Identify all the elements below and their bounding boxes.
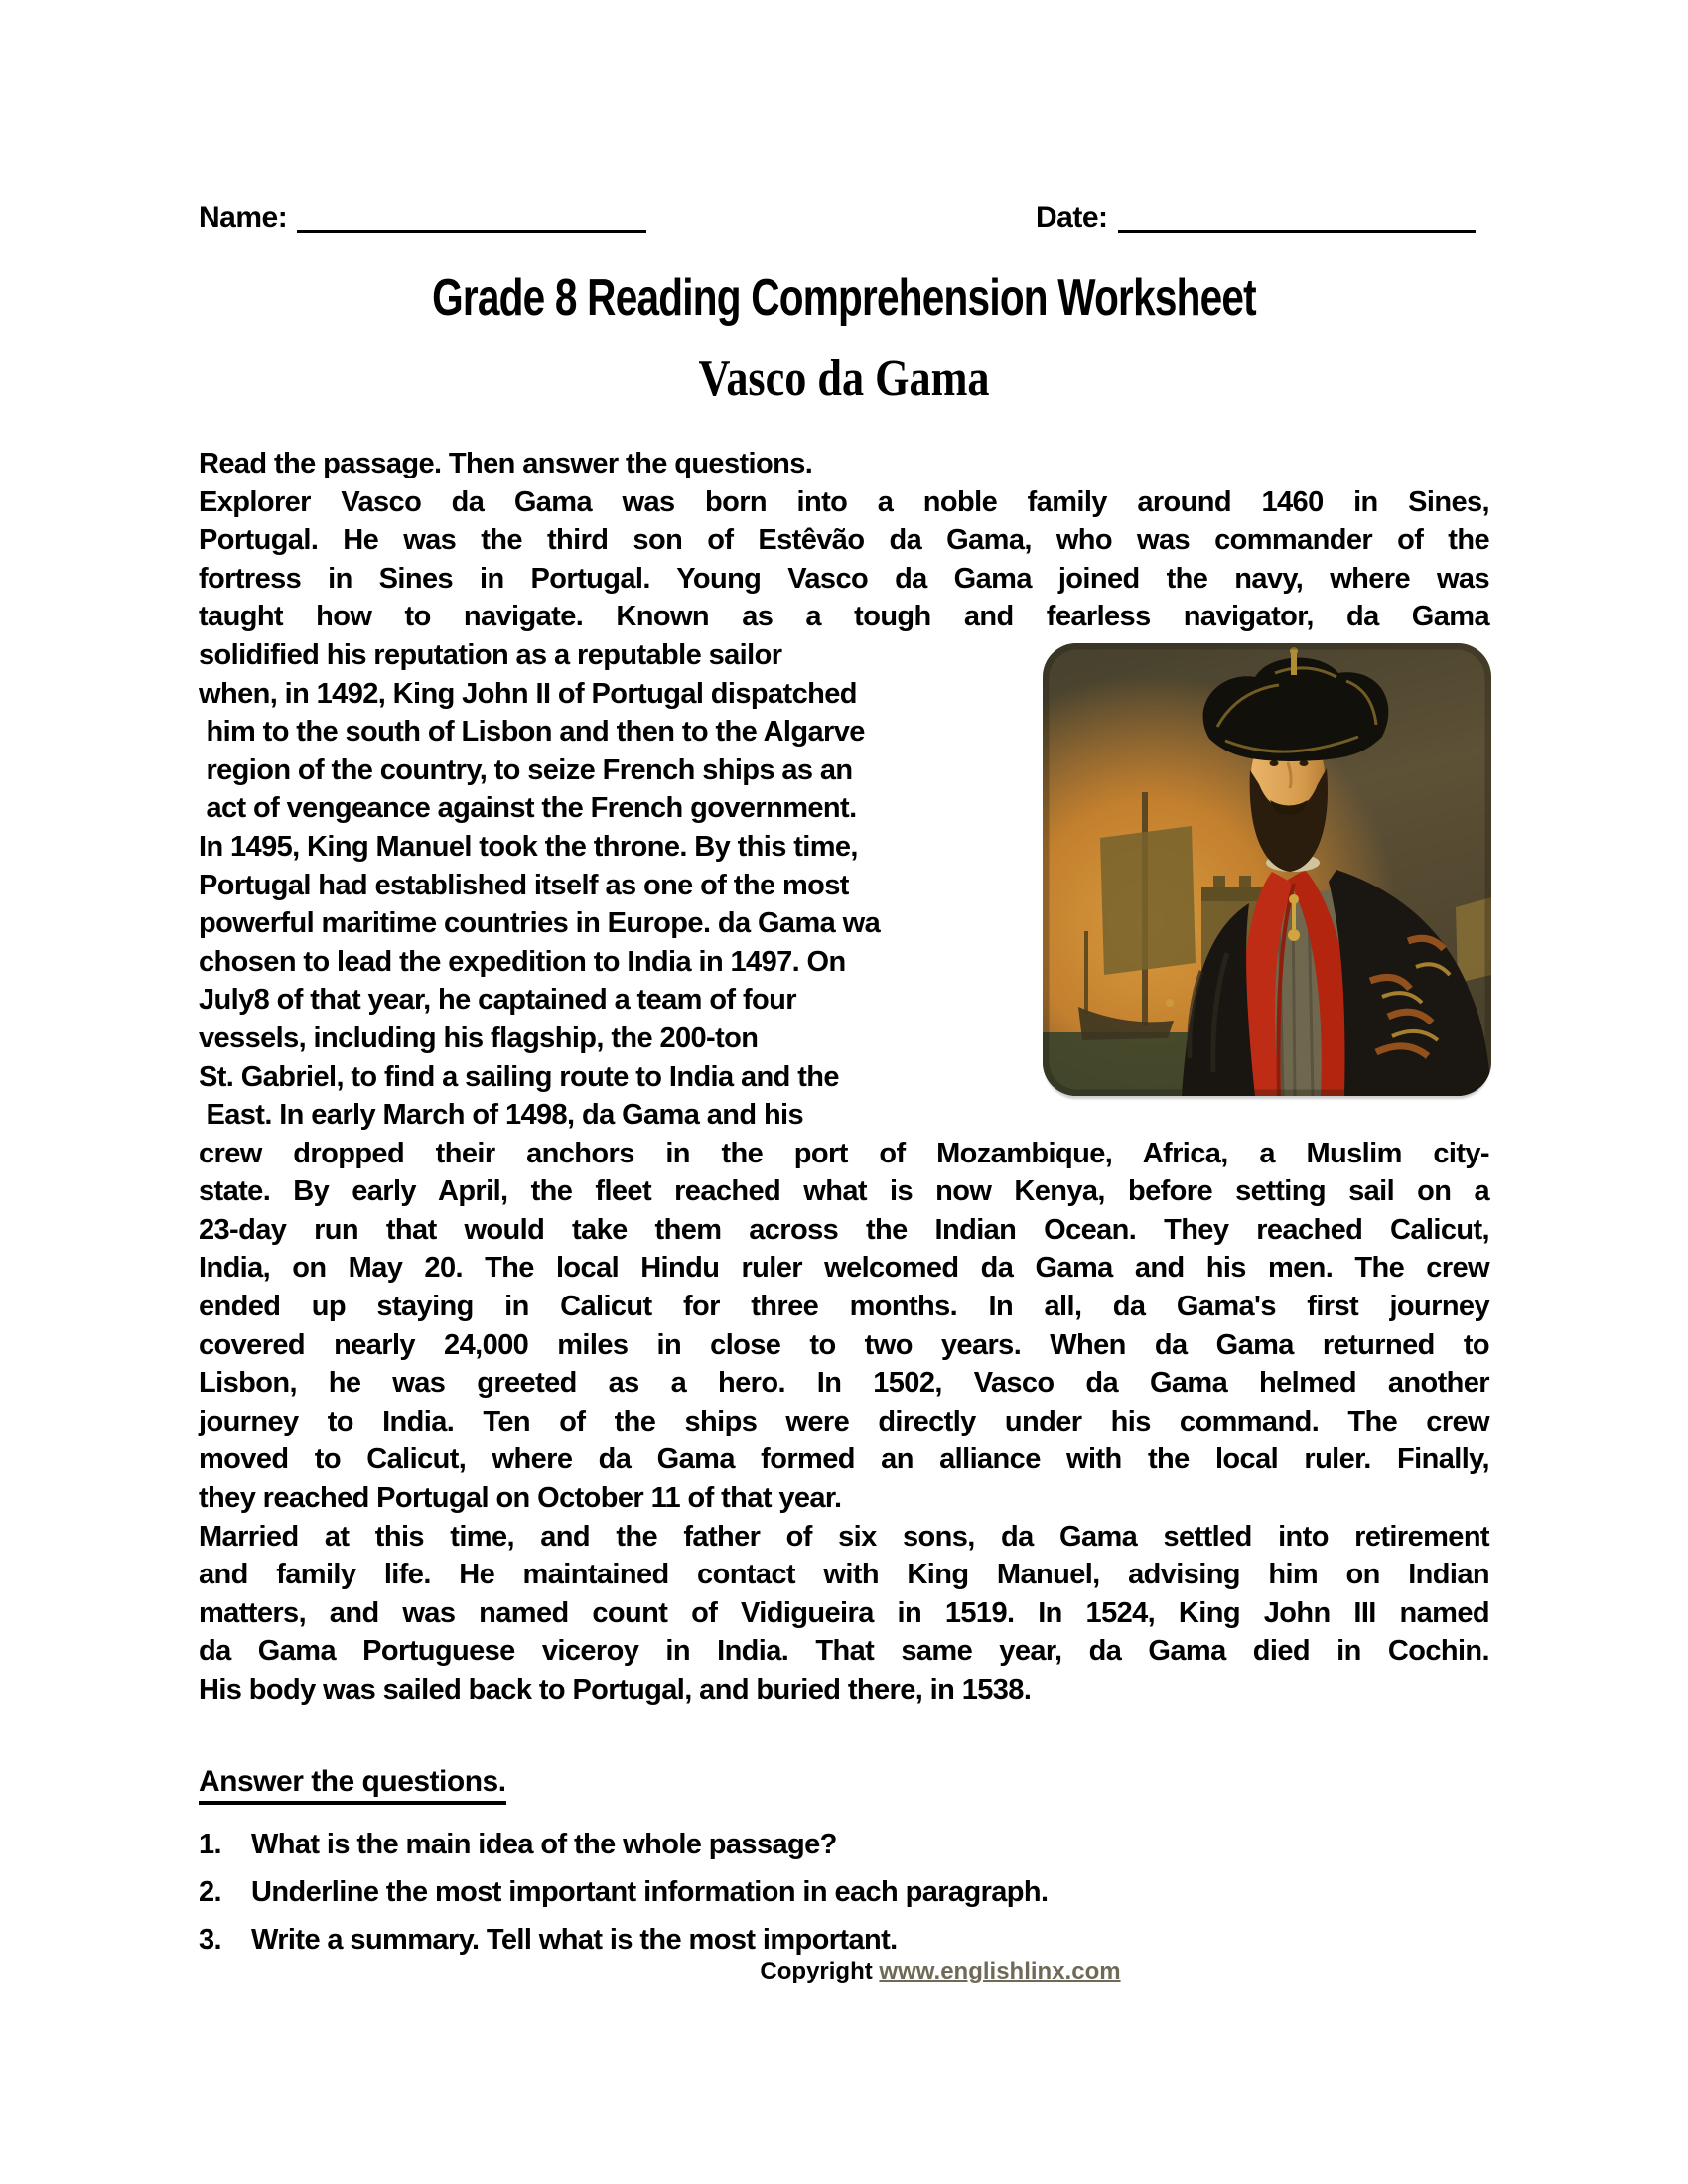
question-text: Write a summary. Tell what is the most important. — [251, 1924, 898, 1956]
passage-line: powerful maritime countries in Europe. da Gama wa — [199, 907, 881, 940]
passage-line: matters, and was named count of Vidigueira in 1519. In 1524, King John III named — [199, 1596, 1489, 1629]
copyright-label: Copyright — [760, 1958, 873, 1984]
passage-line: region of the country, to seize French ships as an — [199, 753, 853, 786]
passage-line: Portugal had established itself as one of the most — [199, 869, 849, 901]
passage-line: moved to Calicut, where da Gama formed an alliance with the local ruler. Finally, — [199, 1443, 1489, 1476]
copyright-link[interactable]: www.englishlinx.com — [879, 1958, 1121, 1984]
answer-questions-heading — [199, 1765, 506, 1799]
passage-line: taught how to navigate. Known as a tough and fearless navigator, da Gama — [199, 601, 1489, 633]
date-row — [1036, 201, 1476, 235]
passage-line: East. In early March of 1498, da Gama and his — [199, 1099, 804, 1132]
passage-line: India, on May 20. The local Hindu ruler welcomed da Gama and his men. The crew — [199, 1252, 1489, 1285]
passage-line: state. By early April, the fleet reached what is now Kenya, before setting sail on a — [199, 1175, 1489, 1208]
question-item — [199, 1872, 1489, 1920]
passage-line: In 1495, King Manuel took the throne. By this time, — [199, 830, 858, 863]
date-blank-line — [1118, 201, 1476, 233]
question-number: 3. — [199, 1924, 221, 1956]
page-title: Grade 8 Reading Comprehension Worksheet — [432, 269, 1256, 327]
passage-line: Lisbon, he was greeted as a hero. In 1502, Vasco da Gama helmed another — [199, 1367, 1489, 1400]
passage-line: da Gama Portuguese viceroy in India. That same year, da Gama died in Cochin. — [199, 1635, 1489, 1668]
passage-line: vessels, including his flagship, the 200-ton — [199, 1022, 759, 1054]
passage-line: journey to India. Ten of the ships were directly under his command. The crew — [199, 1405, 1489, 1437]
passage-line: solidified his reputation as a reputable sailor — [199, 638, 782, 671]
questions-list — [199, 1825, 1489, 1968]
passage-line: ended up staying in Calicut for three months. In all, da Gama's first journey — [199, 1291, 1489, 1323]
passage-line: when, in 1492, King John II of Portugal dispatched — [199, 677, 857, 710]
passage-line: Portugal. He was the third son of Estêvão da Gama, who was commander of the — [199, 524, 1489, 557]
passage-line: they reached Portugal on October 11 of that year. — [199, 1482, 842, 1515]
passage-line: covered nearly 24,000 miles in close to two years. When da Gama returned to — [199, 1328, 1489, 1361]
portrait-illustration — [1043, 643, 1491, 1096]
passage-line: 23-day run that would take them across the Indian Ocean. They reached Calicut, — [199, 1213, 1489, 1246]
passage-line: Married at this time, and the father of six sons, da Gama settled into retirement — [199, 1520, 1489, 1553]
page-subtitle: Vasco da Gama — [698, 350, 990, 407]
passage-line: and family life. He maintained contact with King Manuel, advising him on Indian — [199, 1559, 1489, 1591]
answer-questions-heading-text: Answer the questions. — [199, 1765, 506, 1805]
question-number: 2. — [199, 1876, 221, 1908]
question-item — [199, 1825, 1489, 1872]
vasco-da-gama-portrait-image — [1043, 643, 1491, 1096]
passage-line: fortress in Sines in Portugal. Young Vasco da Gama joined the navy, where was — [199, 562, 1489, 595]
passage-line: act of vengeance against the French government. — [199, 792, 857, 825]
question-number: 1. — [199, 1829, 221, 1860]
name-label: Name: — [199, 202, 288, 234]
passage-line: St. Gabriel, to find a sailing route to India and the — [199, 1060, 839, 1093]
question-text: What is the main idea of the whole passage? — [251, 1829, 837, 1860]
copyright-footer — [760, 1958, 1120, 1985]
passage-line: him to the south of Lisbon and then to the Algarve — [199, 716, 865, 749]
passage-line: crew dropped their anchors in the port of Mozambique, Africa, a Muslim city- — [199, 1137, 1489, 1169]
passage-line: chosen to lead the expedition to India in 1497. On — [199, 945, 846, 978]
question-text: Underline the most important information in each paragraph. — [251, 1876, 1049, 1908]
passage-line: His body was sailed back to Portugal, and buried there, in 1538. — [199, 1674, 1032, 1706]
name-blank-line — [297, 201, 646, 233]
passage-line: Explorer Vasco da Gama was born into a noble family around 1460 in Sines, — [199, 485, 1489, 518]
passage-instruction: Read the passage. Then answer the questions. — [199, 448, 813, 479]
name-row — [199, 201, 646, 235]
passage-line: July8 of that year, he captained a team of four — [199, 984, 796, 1017]
date-label: Date: — [1036, 202, 1108, 234]
